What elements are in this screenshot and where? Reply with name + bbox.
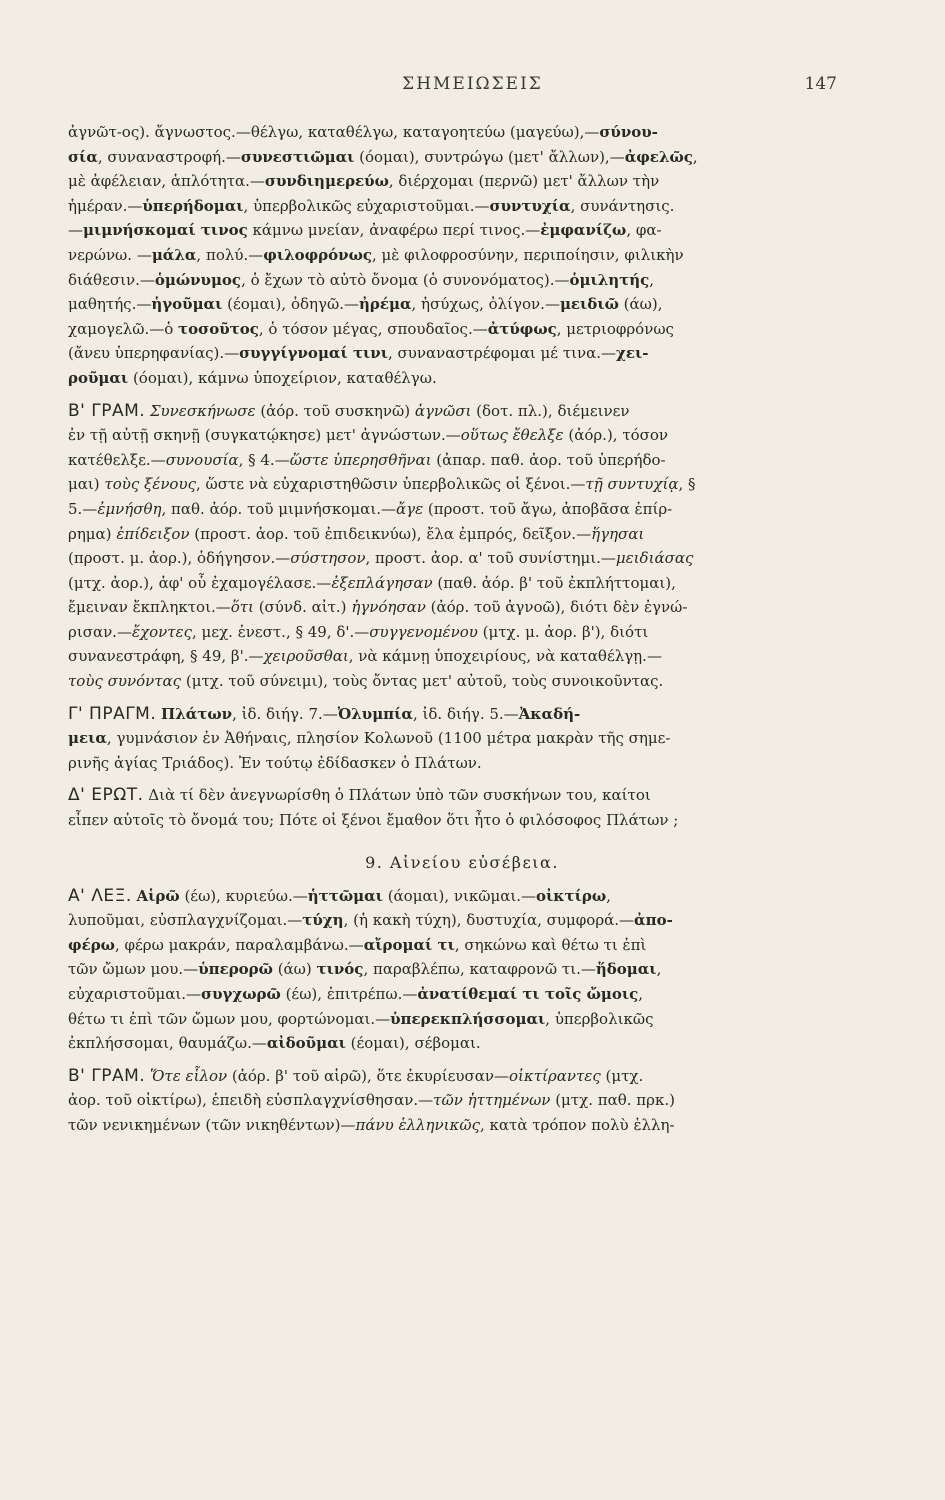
text-line: φέρω, φέρω μακράν, παραλαμβάνω.—αἴρομαί τι, σηκώνω καὶ θέτω τι ἐπὶ [68, 935, 647, 954]
text-line: Α' ΛΕΞ. Αἱρῶ (έω), κυριεύω.—ἡττῶμαι (άομαι), νικῶμαι.—οἰκτίρω, [68, 885, 611, 906]
section-label: Α' ΛΕΞ. [68, 885, 132, 906]
text-line: συνανεστράφη, § 49, β'.—χειροῦσθαι, νὰ κάμνῃ ὑποχειρίους, νὰ καταθέλγῃ.— [68, 647, 662, 666]
text-line: —μιμνήσκομαί τινος κάμνω μνείαν, ἀναφέρω περί τινος.—ἐμφανίζω, φα- [68, 221, 662, 240]
text-line: (ἄνευ ὑπερηφανίας).—συγγίγνομαί τινι, συναναστρέφομαι μέ τινα.—χει- [68, 344, 649, 363]
vocabulary-notes-9 [68, 884, 856, 1056]
vocabulary-notes-8 [68, 120, 856, 391]
text-line: ἐκπλήσσομαι, θαυμάζω.—αἰδοῦμαι (έομαι), σέβομαι. [68, 1034, 481, 1053]
text-line: τῶν νενικημένων (τῶν νικηθέντων)—πάνυ ἑλληνικῶς, κατὰ τρόπον πολὺ ἑλλη- [68, 1115, 675, 1134]
text-line: εὐχαριστοῦμαι.—συγχωρῶ (έω), ἐπιτρέπω.—ἀνατίθεμαί τι τοῖς ὤμοις, [68, 985, 644, 1003]
text-line: 5.—ἐμνήσθη, παθ. ἀόρ. τοῦ μιμνήσκομαι.—ἄγε (προστ. τοῦ ἄγω, ἀποβᾶσα ἐπίρ- [68, 499, 673, 518]
text-line: ἔμειναν ἔκπληκτοι.—ὅτι (σύνδ. αἰτ.) ἠγνόησαν (ἀόρ. τοῦ ἀγνοῶ), διότι δὲν ἐγνώ- [68, 598, 688, 617]
text-line: (προστ. μ. ἀορ.), ὁδήγησον.—σύστησον, προστ. ἀορ. α' τοῦ συνίστημι.—μειδιάσας [68, 549, 694, 568]
text-line: ἡμέραν.—ὑπερήδομαι, ὑπερβολικῶς εὐχαριστοῦμαι.—συντυχία, συνάντησις. [68, 196, 675, 215]
section-label: Δ' ΕΡΩΤ. [68, 785, 144, 806]
text-line: ροῦμαι (όομαι), κάμνω ὑποχείριον, καταθέλγω. [68, 368, 437, 387]
text-line: χαμογελῶ.—ὁ τοσοῦτος, ὁ τόσον μέγας, σπουδαῖος.—ἀτύφως, μετριοφρόνως [68, 319, 674, 338]
text-line: διάθεσιν.—ὁμώνυμος, ὁ ἔχων τὸ αὐτὸ ὄνομα (ὁ συνονόματος).—ὁμιλητής, [68, 270, 655, 289]
text-line: ρινῆς ἁγίας Τριάδος). Ἐν τούτῳ ἐδίδασκεν ὁ Πλάτων. [68, 753, 482, 772]
text-line: νερώνω. —μάλα, πολύ.—φιλοφρόνως, μὲ φιλοφροσύνην, περιποίησιν, φιλικὴν [68, 245, 684, 264]
section-label: Β' ΓΡΑΜ. [68, 400, 146, 421]
text-line: τοὺς συνόντας (μτχ. τοῦ σύνειμι), τοὺς ὄντας μετ' αὐτοῦ, τοὺς συνοικοῦντας. [68, 672, 664, 691]
text-line: μεια, γυμνάσιον ἐν Ἀθήναις, πλησίον Κολωνοῦ (1100 μέτρα μακρὰν τῆς σημε- [68, 729, 671, 748]
text-line: Β' ΓΡΑΜ. Ὅτε εἷλον (ἀόρ. β' τοῦ αἱρῶ), ὅτε ἐκυρίευσαν—οἰκτίραντες (μτχ. [68, 1065, 644, 1086]
subject-notes-8 [68, 702, 856, 776]
page-header [0, 74, 945, 98]
text-line: λυποῦμαι, εὐσπλαγχνίζομαι.—τύχη, (ἡ κακὴ τύχη), δυστυχία, συμφορά.—ἀπο- [68, 911, 673, 930]
text-line: ἀορ. τοῦ οἰκτίρω), ἐπειδὴ εὐσπλαγχνίσθησαν.—τῶν ἡττημένων (μτχ. παθ. πρκ.) [68, 1091, 675, 1110]
text-line: θέτω τι ἐπὶ τῶν ὤμων μου, φορτώνομαι.—ὑπερεκπλήσσομαι, ὑπερβολικῶς [68, 1009, 654, 1028]
text-line: σία, συναναστροφή.—συνεστιῶμαι (όομαι), συντρώγω (μετ' ἄλλων),—ἀφελῶς, [68, 147, 698, 166]
text-line: Δ' ΕΡΩΤ. Διὰ τί δὲν ἀνεγνωρίσθη ὁ Πλάτων ὑπὸ τῶν συσκήνων του, καίτοι [68, 785, 651, 806]
text-line: τῶν ὤμων μου.—ὑπερορῶ (άω) τινός, παραβλέπω, καταφρονῶ τι.—ἥδομαι, [68, 960, 662, 979]
text-line: εἶπεν αὐτοῖς τὸ ὄνομά του; Πότε οἱ ξένοι ἔμαθον ὅτι ἦτο ὁ φιλόσοφος Πλάτων ; [68, 811, 679, 830]
text-line: μαθητής.—ἡγοῦμαι (έομαι), ὁδηγῶ.—ἠρέμα, ἡσύχως, ὀλίγον.—μειδιῶ (άω), [68, 295, 663, 314]
text-line: κατέθελξε.—συνουσία, § 4.—ὥστε ὑπερησθῆναι (ἀπαρ. παθ. ἀορ. τοῦ ὑπερήδο- [68, 450, 666, 469]
section-label: Γ' ΠΡΑΓΜ. [68, 703, 157, 724]
questions-8 [68, 783, 856, 832]
text-line: ἀγνῶτ-ος). ἄγνωστος.—θέλγω, καταθέλγω, καταγοητεύω (μαγεύω),—σύνου- [68, 123, 658, 141]
text-line: Γ' ΠΡΑΓΜ. Πλάτων, ἰδ. διήγ. 7.—Ὀλυμπία, ἰδ. διήγ. 5.—Ἀκαδή- [68, 703, 581, 724]
section-title: 9. Αἰνείου εὐσέβεια. [365, 852, 559, 872]
text-line: ρημα) ἐπίδειξον (προστ. ἀορ. τοῦ ἐπιδεικνύω), ἔλα ἐμπρός, δεῖξον.—ἥγησαι [68, 524, 645, 543]
text-line: (μτχ. ἀορ.), ἀφ' οὗ ἐχαμογέλασε.—ἐξεπλάγησαν (παθ. ἀόρ. β' τοῦ ἐκπλήττομαι), [68, 573, 676, 592]
text-line: ρισαν.—ἔχοντες, μεχ. ἐνεστ., § 49, δ'.—συγγενομένου (μτχ. μ. ἀορ. β'), διότι [68, 622, 649, 641]
grammar-notes-9 [68, 1064, 856, 1138]
text-line: μὲ ἀφέλειαν, ἁπλότητα.—συνδιημερεύω, διέρχομαι (περνῶ) μετ' ἄλλων τὴν [68, 172, 660, 191]
text-line: Β' ΓΡΑΜ. Συνεσκήνωσε (ἀόρ. τοῦ συσκηνῶ) ἀγνῶσι (δοτ. πλ.), διέμεινεν [68, 400, 630, 421]
section-label: Β' ΓΡΑΜ. [68, 1065, 146, 1086]
page-body [68, 120, 856, 1138]
running-title: ΣΗΜΕΙΩΣΕΙΣ [402, 74, 543, 94]
text-line: μαι) τοὺς ξένους, ὥστε νὰ εὐχαριστηθῶσιν ὑπερβολικῶς οἱ ξένοι.—τῇ συντυχίᾳ, § [68, 475, 696, 494]
page-number: 147 [804, 74, 837, 94]
grammar-notes-8 [68, 399, 856, 694]
text-line: ἐν τῇ αὐτῇ σκηνῇ (συγκατῴκησε) μετ' ἀγνώστων.—οὕτως ἔθελξε (ἀόρ.), τόσον [68, 426, 669, 445]
